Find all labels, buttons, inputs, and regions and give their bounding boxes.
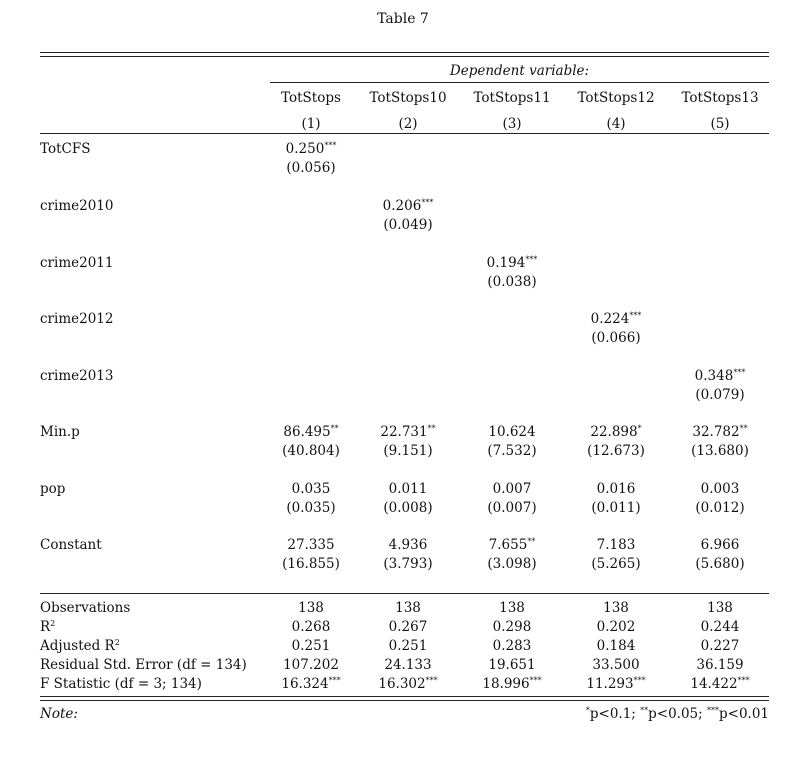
coefficient-estimate	[665, 536, 775, 554]
significance-stars: ***	[737, 676, 750, 685]
stat-label-text: Adjusted R	[40, 638, 115, 654]
significance-stars: ***	[324, 141, 337, 150]
standard-error: (12.673)	[587, 443, 645, 459]
stat-value	[353, 618, 463, 636]
header-rule	[40, 133, 769, 134]
value: 0.250	[285, 141, 325, 157]
coefficient-estimate	[665, 480, 775, 498]
value: 0.016	[596, 481, 636, 497]
value: 138	[298, 600, 324, 616]
value: 19.651	[488, 657, 536, 673]
stat-label-text: Observations	[40, 600, 131, 616]
row-label: crime2012	[40, 311, 114, 327]
value: 24.133	[384, 657, 432, 673]
significance-stars: **	[427, 424, 436, 433]
stat-value	[665, 618, 775, 636]
significance-stars: ***	[525, 255, 538, 264]
row-label: TotCFS	[40, 141, 91, 157]
value: 27.335	[287, 537, 335, 553]
value: 0.035	[291, 481, 331, 497]
column-header: TotStops11	[473, 90, 551, 106]
significance-stars: **	[330, 424, 339, 433]
value: 22.731	[380, 424, 428, 440]
coefficient-estimate	[561, 423, 671, 441]
table-title: Table 7	[377, 11, 429, 27]
coefficient-estimate	[256, 480, 366, 498]
stat-label-text: R	[40, 619, 51, 635]
standard-error: (5.680)	[695, 556, 745, 572]
stat-value	[561, 599, 671, 617]
value: 22.898	[590, 424, 638, 440]
value: 138	[395, 600, 421, 616]
value: 0.244	[700, 619, 740, 635]
column-number: (4)	[606, 116, 626, 132]
row-label: Min.p	[40, 424, 80, 440]
dependent-variable-label: Dependent variable:	[449, 63, 590, 79]
stat-label	[40, 656, 247, 674]
value: 16.324	[281, 676, 329, 692]
row-label: crime2010	[40, 198, 114, 214]
stat-label-text: F Statistic (df = 3; 134)	[40, 676, 202, 692]
standard-error: (0.038)	[487, 274, 537, 290]
stat-label-text: Residual Std. Error (df = 134)	[40, 657, 247, 673]
column-number: (1)	[301, 116, 321, 132]
value: 138	[499, 600, 525, 616]
top-rule-1	[40, 52, 769, 53]
value: 138	[707, 600, 733, 616]
stat-value	[256, 599, 366, 617]
legend-text: p<0.05;	[648, 706, 707, 722]
value: 0.194	[486, 255, 526, 271]
value: 11.293	[586, 676, 634, 692]
value: 0.003	[700, 481, 740, 497]
coefficient-estimate	[457, 254, 567, 272]
value: 0.283	[492, 638, 532, 654]
legend-text: p<0.01	[718, 706, 769, 722]
legend-text: p<0.1;	[589, 706, 641, 722]
row-label: Constant	[40, 537, 102, 553]
stat-value	[256, 637, 366, 655]
value: 16.302	[378, 676, 426, 692]
stat-value	[665, 637, 775, 655]
significance-stars: ***	[425, 676, 438, 685]
coefficient-estimate	[256, 140, 366, 158]
column-header: TotStops13	[681, 90, 759, 106]
bottom-rule-1	[40, 696, 769, 697]
significance-stars: ***	[328, 676, 341, 685]
value: 0.224	[590, 311, 630, 327]
value: 6.966	[700, 537, 740, 553]
coefficient-estimate	[665, 367, 775, 385]
value: 4.936	[388, 537, 428, 553]
significance-legend	[586, 705, 769, 723]
column-header: TotStops12	[577, 90, 655, 106]
value: 0.206	[382, 198, 422, 214]
stat-value	[256, 656, 366, 674]
coefficient-estimate	[457, 480, 567, 498]
bottom-rule-2	[40, 700, 769, 701]
value: 14.422	[690, 676, 738, 692]
value: 0.298	[492, 619, 532, 635]
value: 18.996	[482, 676, 530, 692]
stat-label	[40, 618, 55, 636]
value: 0.011	[388, 481, 428, 497]
standard-error: (0.012)	[695, 500, 745, 516]
column-number: (2)	[398, 116, 418, 132]
stat-value	[353, 656, 463, 674]
significance-stars: ***	[421, 198, 434, 207]
stat-value	[457, 656, 567, 674]
standard-error: (40.804)	[282, 443, 340, 459]
stat-value	[561, 675, 671, 693]
coefficient-estimate	[353, 423, 463, 441]
standard-error: (0.079)	[695, 387, 745, 403]
stat-value	[353, 637, 463, 655]
value: 0.251	[291, 638, 331, 654]
coefficient-estimate	[561, 480, 671, 498]
stat-value	[457, 637, 567, 655]
value: 0.268	[291, 619, 331, 635]
stat-value	[256, 618, 366, 636]
standard-error: (13.680)	[691, 443, 749, 459]
value: 10.624	[488, 424, 536, 440]
stat-value	[665, 656, 775, 674]
value: 0.184	[596, 638, 636, 654]
standard-error: (0.035)	[286, 500, 336, 516]
stat-label	[40, 599, 130, 617]
stat-value	[561, 637, 671, 655]
standard-error: (3.098)	[487, 556, 537, 572]
value: 86.495	[283, 424, 331, 440]
stat-value	[457, 599, 567, 617]
standard-error: (0.008)	[383, 500, 433, 516]
stat-value	[665, 599, 775, 617]
superscript: 2	[50, 619, 56, 628]
coefficient-estimate	[665, 423, 775, 441]
significance-stars: **	[527, 537, 536, 546]
stats-rule	[40, 593, 769, 594]
value: 107.202	[283, 657, 339, 673]
dv-rule	[270, 82, 769, 83]
significance-stars: *	[637, 424, 642, 433]
coefficient-estimate	[256, 536, 366, 554]
standard-error: (0.007)	[487, 500, 537, 516]
standard-error: (0.066)	[591, 330, 641, 346]
significance-stars: ***	[633, 676, 646, 685]
significance-stars: ***	[733, 368, 746, 377]
significance-stars: ***	[629, 311, 642, 320]
value: 36.159	[696, 657, 744, 673]
stat-value	[665, 675, 775, 693]
row-label: crime2011	[40, 255, 114, 271]
value: 7.655	[488, 537, 528, 553]
coefficient-estimate	[457, 536, 567, 554]
superscript: 2	[114, 638, 120, 647]
coefficient-estimate	[561, 536, 671, 554]
coefficient-estimate	[457, 423, 567, 441]
standard-error: (7.532)	[487, 443, 537, 459]
value: 7.183	[596, 537, 636, 553]
column-number: (3)	[502, 116, 522, 132]
stat-value	[353, 599, 463, 617]
value: 0.348	[694, 368, 734, 384]
stat-label	[40, 675, 202, 693]
value: 0.007	[492, 481, 532, 497]
column-number: (5)	[710, 116, 730, 132]
significance-stars: ***	[529, 676, 542, 685]
stat-value	[457, 675, 567, 693]
stat-value	[353, 675, 463, 693]
row-label: pop	[40, 481, 66, 497]
value: 138	[603, 600, 629, 616]
value: 0.267	[388, 619, 428, 635]
coefficient-estimate	[353, 480, 463, 498]
row-label: crime2013	[40, 368, 114, 384]
standard-error: (5.265)	[591, 556, 641, 572]
coefficient-estimate	[353, 197, 463, 215]
column-header: TotStops	[281, 90, 341, 106]
stat-value	[457, 618, 567, 636]
value: 0.227	[700, 638, 740, 654]
legend-stars: **	[640, 706, 649, 715]
significance-stars: **	[739, 424, 748, 433]
value: 33.500	[592, 657, 640, 673]
standard-error: (9.151)	[383, 443, 433, 459]
legend-stars: *	[585, 706, 590, 715]
standard-error: (0.056)	[286, 160, 336, 176]
stat-value	[256, 675, 366, 693]
stat-label	[40, 637, 120, 655]
note-label: Note:	[40, 706, 78, 722]
coefficient-estimate	[561, 310, 671, 328]
standard-error: (0.011)	[591, 500, 641, 516]
coefficient-estimate	[353, 536, 463, 554]
standard-error: (3.793)	[383, 556, 433, 572]
coefficient-estimate	[256, 423, 366, 441]
column-header: TotStops10	[369, 90, 447, 106]
stat-value	[561, 656, 671, 674]
value: 32.782	[692, 424, 740, 440]
legend-stars: ***	[706, 706, 719, 715]
top-rule-2	[40, 56, 769, 57]
value: 0.251	[388, 638, 428, 654]
standard-error: (16.855)	[282, 556, 340, 572]
standard-error: (0.049)	[383, 217, 433, 233]
value: 0.202	[596, 619, 636, 635]
stat-value	[561, 618, 671, 636]
